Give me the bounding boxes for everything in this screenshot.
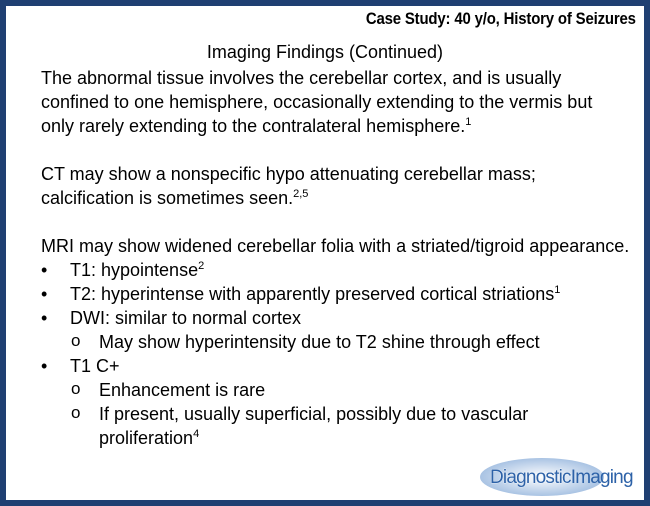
citation: 4	[193, 428, 200, 440]
bullet-marker: •	[41, 284, 48, 304]
paragraph-ct: CT may show a nonspecific hypo attenuating cerebellar mass; calcification is sometimes seen.$^{2,5}$	[41, 164, 536, 208]
sub-item-superficial: o If present, usually superficial, possibly due to vascular proliferation$^4$	[71, 403, 529, 448]
citation: 2,5	[293, 188, 309, 200]
bullet-marker: •	[41, 260, 48, 280]
mri-findings-list	[41, 258, 630, 450]
sub-bullet-marker: o	[71, 403, 81, 422]
list-item-t1-contrast: • T1 C+	[41, 356, 120, 376]
citation: 2	[198, 260, 205, 272]
bullet-marker: •	[41, 356, 48, 376]
sub-bullet-marker: o	[71, 331, 81, 350]
case-study-header: Case Study: 40 y/o, History of Seizures	[366, 9, 636, 28]
slide-body	[41, 66, 630, 450]
paragraph-mri: MRI may show widened cerebellar folia with a striated/tigroid appearance.	[41, 236, 630, 256]
sub-item-shine-through: o May show hyperintensity due to T2 shine through effect	[71, 331, 540, 352]
sub-bullet-marker: o	[71, 379, 81, 398]
citation: 1	[554, 284, 561, 296]
logo-text-diagnostic: Diagnostic	[490, 467, 571, 488]
svg-text:DiagnosticImaging	[490, 467, 633, 488]
list-item-t1: • T1: hypointense$^2$	[41, 260, 205, 280]
slide-title: Imaging Findings (Continued)	[206, 42, 444, 62]
list-item-dwi: • DWI: similar to normal cortex	[41, 308, 302, 328]
paragraph-cortex: The abnormal tissue involves the cerebellar cortex, and is usually confined to one hemisphere, occasionally extending to the vermis but only rarely extending to the contralateral hemisphere.$^1$	[41, 68, 593, 136]
list-item-t2: • T2: hyperintense with apparently preserved cortical striations$^1$	[41, 284, 561, 304]
logo-graphic	[480, 452, 650, 498]
sub-item-enhancement-rare: o Enhancement is rare	[71, 379, 266, 400]
citation: 1	[465, 116, 472, 128]
logo-text-imaging: Imaging	[570, 467, 633, 488]
diagnostic-imaging-logo	[480, 452, 650, 498]
bullet-marker: •	[41, 308, 48, 328]
